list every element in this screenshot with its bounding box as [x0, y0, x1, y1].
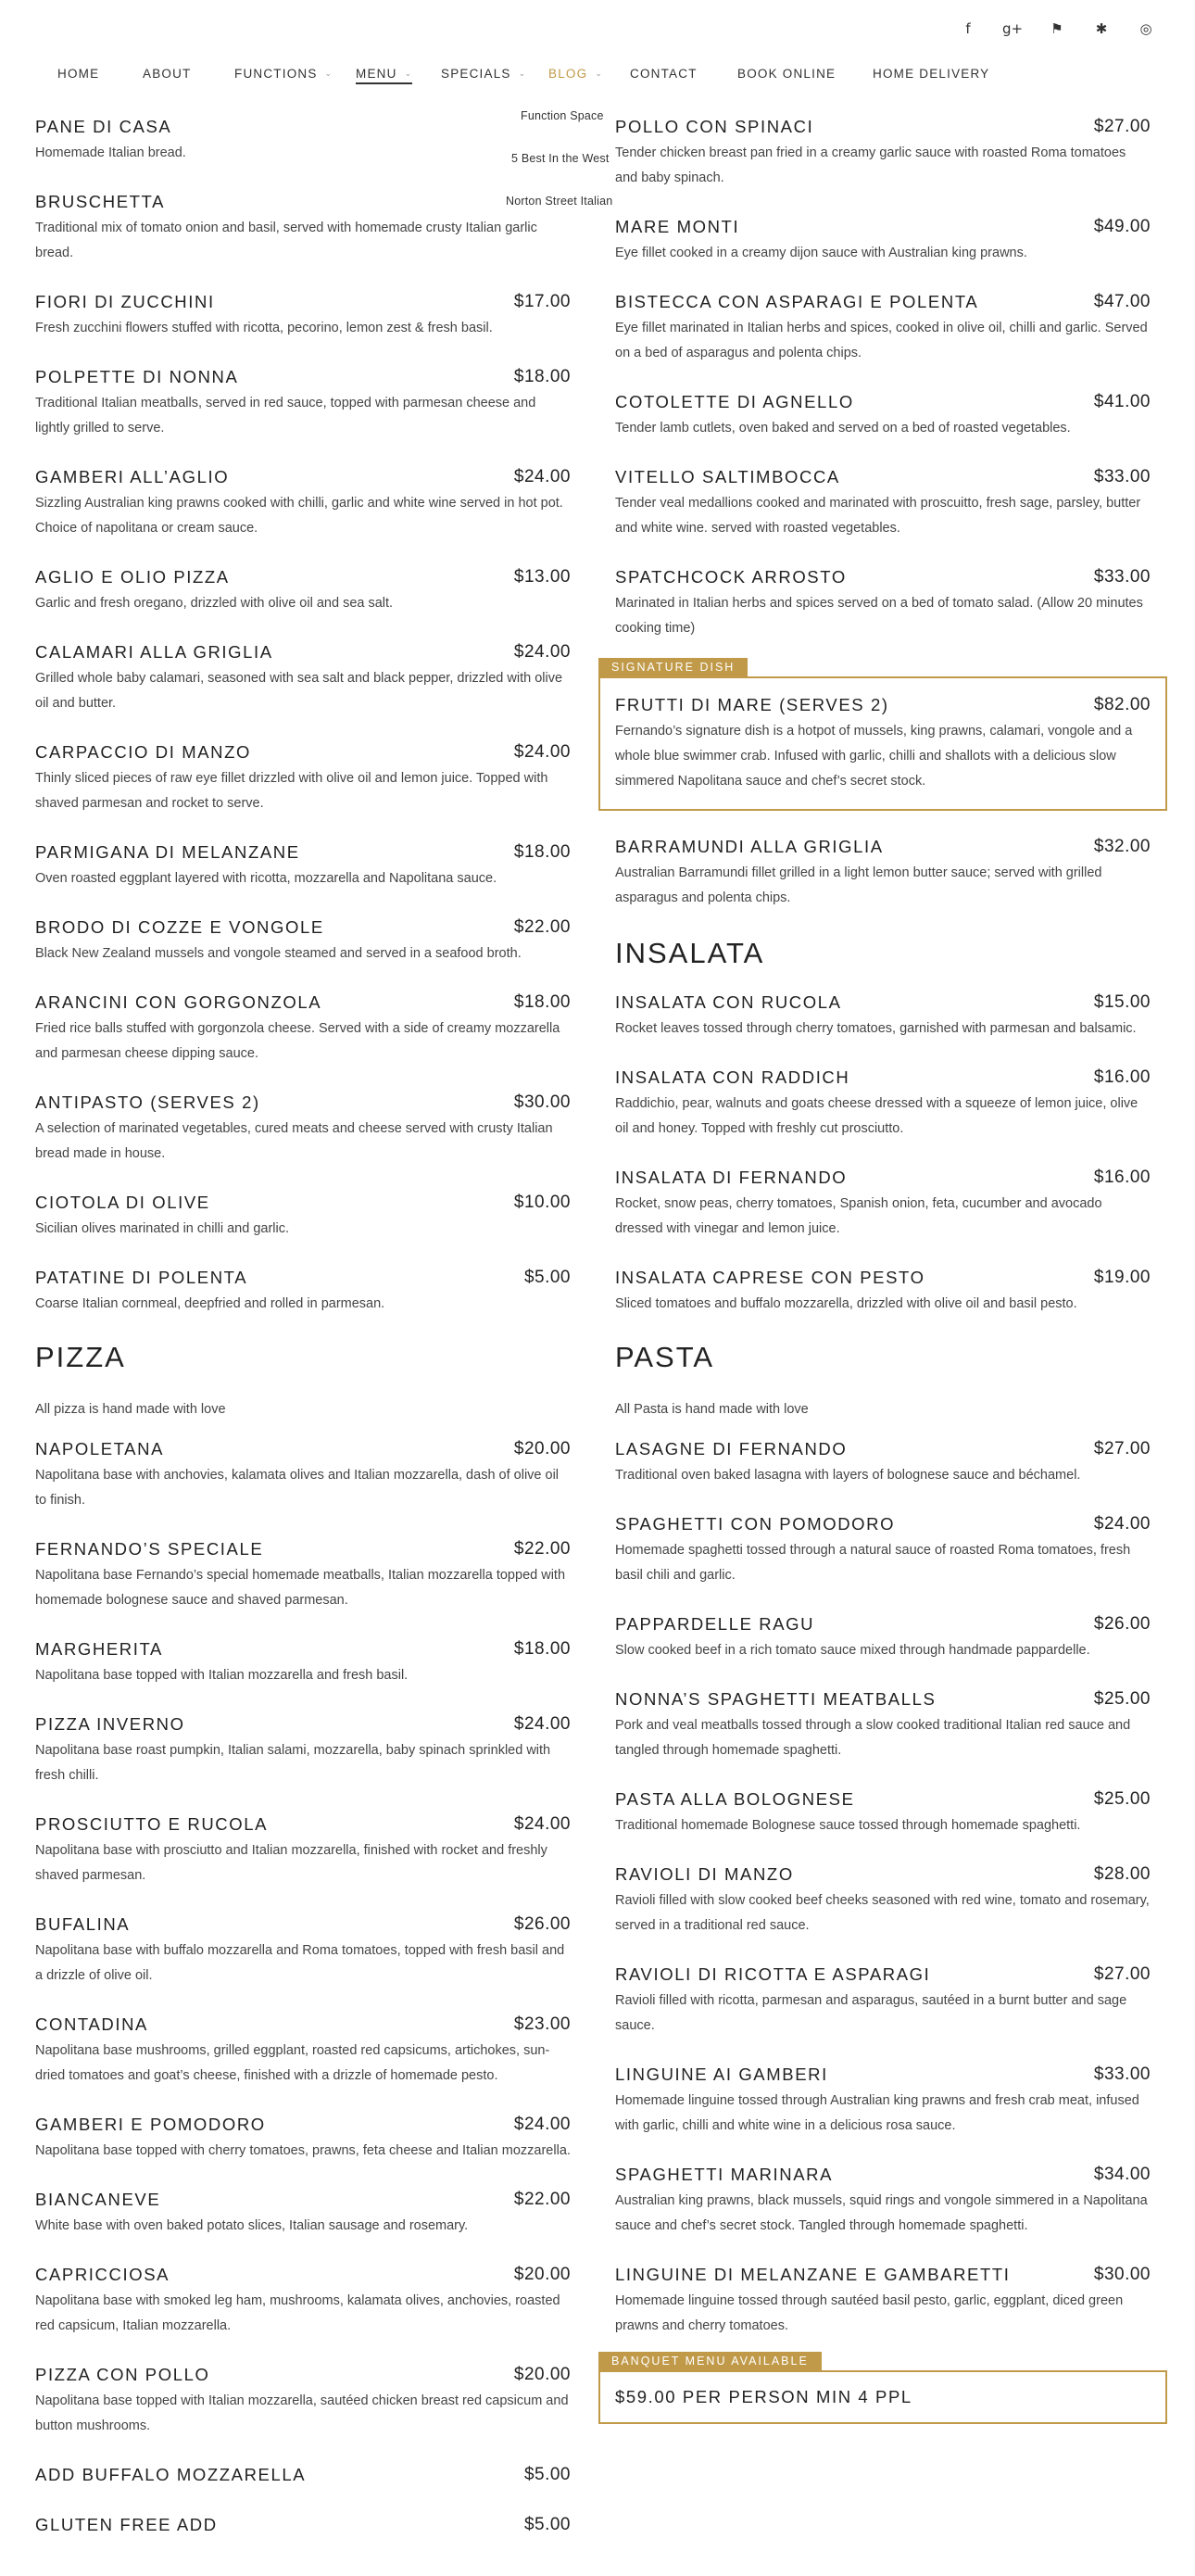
- dish-price: $20.00: [513, 2365, 571, 2384]
- menu-item: [615, 1437, 1151, 1488]
- menu-item: [615, 465, 1151, 541]
- nav-label: BLOG: [548, 67, 588, 81]
- menu-item: [615, 565, 1151, 641]
- dish-name: PASTA ALLA BOLOGNESE: [615, 1789, 855, 1809]
- dish-price: $13.00: [513, 567, 571, 587]
- dish-price: $18.00: [513, 992, 571, 1012]
- nav-functions[interactable]: [234, 67, 333, 81]
- menu-item: [35, 465, 571, 541]
- chevron-down-icon: ⌄: [518, 69, 527, 79]
- menu-item: [35, 2263, 571, 2339]
- dish-description: Marinated in Italian herbs and spices served on a bed of tomato salad. (Allow 20 minutes cooking time): [615, 596, 1143, 636]
- menu-item: [35, 1537, 571, 1613]
- dish-price: $33.00: [1093, 2065, 1151, 2084]
- dish-description: Homemade linguine tossed through sautéed basil pesto, garlic, eggplant, diced green prawns and cherry tomatoes.: [615, 2293, 1124, 2333]
- dish-name: POLPETTE DI NONNA: [35, 367, 239, 386]
- dish-name: CARPACCIO DI MANZO: [35, 742, 251, 762]
- dish-name: AGLIO E OLIO PIZZA: [35, 567, 230, 587]
- menu-item: [615, 1166, 1151, 1242]
- dropdown-item-function-space[interactable]: Function Space: [521, 109, 604, 122]
- dish-name: INSALATA CON RADDICH: [615, 1067, 850, 1087]
- dish-description: Homemade spaghetti tossed through a natural sauce of roasted Roma tomatoes, fresh basil chili and garlic.: [615, 1543, 1131, 1583]
- dish-price: $28.00: [1093, 1864, 1151, 1884]
- menu-item: [35, 1437, 571, 1513]
- dish-name: CALAMARI ALLA GRIGLIA: [35, 642, 273, 662]
- menu-item: [35, 2188, 571, 2239]
- dish-price: $16.00: [1093, 1168, 1151, 1187]
- dish-name: BRUSCHETTA: [35, 192, 166, 211]
- nav-label: FUNCTIONS: [234, 67, 318, 81]
- menu-item: [615, 2063, 1151, 2139]
- dish-description: Ravioli filled with slow cooked beef cheeks seasoned with red wine, tomato and rosemary, served in a traditional red sauce.: [615, 1893, 1150, 1933]
- section-note-pizza: All pizza is hand made with love: [35, 1402, 226, 1417]
- nav-menu[interactable]: [356, 67, 412, 84]
- menu-item: [615, 1066, 1151, 1142]
- dish-description: Tender chicken breast pan fried in a creamy garlic sauce with roasted Roma tomatoes and baby spinach.: [615, 145, 1126, 185]
- dish-price: $82.00: [1093, 695, 1151, 714]
- dish-description: Coarse Italian cornmeal, deepfried and rolled in parmesan.: [35, 1296, 385, 1311]
- dish-name: BRODO DI COZZE E VONGOLE: [35, 917, 324, 937]
- dish-name: LASAGNE DI FERNANDO: [615, 1439, 848, 1458]
- dish-price: $18.00: [513, 367, 571, 386]
- dish-description: Grilled whole baby calamari, seasoned with sea salt and black pepper, drizzled with olive oil and butter.: [35, 671, 563, 711]
- dish-name: PIZZA INVERNO: [35, 1714, 185, 1734]
- menu-item: [35, 2513, 571, 2537]
- dish-name: CIOTOLA DI OLIVE: [35, 1193, 210, 1212]
- menu-item: [35, 1712, 571, 1788]
- dish-price: $26.00: [513, 1914, 571, 1934]
- dish-price: $22.00: [513, 917, 571, 937]
- dish-description: Eye fillet cooked in a creamy dijon sauce with Australian king prawns.: [615, 246, 1027, 260]
- dish-name: SPAGHETTI MARINARA: [615, 2165, 834, 2184]
- dish-name: INSALATA CAPRESE CON PESTO: [615, 1268, 925, 1287]
- menu-item: [35, 1266, 571, 1317]
- dish-description: Tender veal medallions cooked and marinated with proscuitto, fresh sage, parsley, butter and white wine. served with roasted vegetables.: [615, 496, 1141, 536]
- dish-description: White base with oven baked potato slices, Italian sausage and rosemary.: [35, 2218, 469, 2233]
- nav-blog[interactable]: [548, 67, 603, 81]
- dish-name: BISTECCA CON ASPARAGI E POLENTA: [615, 292, 979, 311]
- dish-name: PAPPARDELLE RAGU: [615, 1614, 815, 1634]
- dish-price: $27.00: [1093, 1964, 1151, 1984]
- nav-label: ABOUT: [143, 67, 192, 81]
- dish-description: Oven roasted eggplant layered with ricotta, mozzarella and Napolitana sauce.: [35, 871, 497, 886]
- dish-name: NONNA’S SPAGHETTI MEATBALLS: [615, 1689, 937, 1709]
- dish-name: PROSCIUTTO E RUCOLA: [35, 1814, 269, 1834]
- dish-price: $20.00: [513, 1439, 571, 1458]
- dish-description: Traditional mix of tomato onion and basil, served with homemade crusty Italian garlic bread.: [35, 221, 537, 260]
- dish-description: Sicilian olives marinated in chilli and garlic.: [35, 1221, 290, 1236]
- dish-price: $47.00: [1093, 292, 1151, 311]
- dish-price: $5.00: [523, 2465, 571, 2484]
- facebook-icon[interactable]: f: [965, 20, 971, 37]
- dish-name: BUFALINA: [35, 1914, 131, 1934]
- dish-description: Fresh zucchini flowers stuffed with ricotta, pecorino, lemon zest & fresh basil.: [35, 321, 493, 335]
- menu-item: [35, 2013, 571, 2089]
- dish-price: $20.00: [513, 2265, 571, 2284]
- dish-name: MARE MONTI: [615, 217, 740, 236]
- dish-description: Rocket, snow peas, cherry tomatoes, Spanish onion, feta, cucumber and avocado dressed with vinegar and lemon juice.: [615, 1196, 1102, 1236]
- nav-specials[interactable]: [441, 67, 526, 81]
- dish-description: Napolitana base with buffalo mozzarella and Roma tomatoes, topped with fresh basil and a drizzle of olive oil.: [35, 1943, 565, 1983]
- dropdown-item-5-best-in-the-west[interactable]: 5 Best In the West: [511, 152, 610, 165]
- menu-item: [615, 1612, 1151, 1663]
- dish-name: LINGUINE DI MELANZANE E GAMBARETTI: [615, 2265, 1011, 2284]
- banquet-box: [598, 2370, 1167, 2424]
- nav-label: CONTACT: [630, 67, 698, 81]
- dish-name: SPATCHCOCK ARROSTO: [615, 567, 847, 587]
- dish-price: $16.00: [1093, 1067, 1151, 1087]
- nav-label: HOME DELIVERY: [873, 67, 990, 81]
- menu-item: [35, 190, 571, 266]
- signature-dish-tag: SIGNATURE DISH: [598, 658, 748, 676]
- dish-description: Napolitana base mushrooms, grilled eggplant, roasted red capsicums, artichokes, sun-dried tomatoes and goat’s cheese, finished with a drizzle of homemade pesto.: [35, 2043, 550, 2083]
- dish-price: $33.00: [1093, 567, 1151, 587]
- dish-description: Slow cooked beef in a rich tomato sauce mixed through handmade pappardelle.: [615, 1643, 1090, 1658]
- menu-item: [615, 1266, 1151, 1317]
- nav-contact[interactable]: [630, 67, 698, 81]
- dish-price: $23.00: [513, 2014, 571, 2034]
- dish-price: $24.00: [513, 1714, 571, 1734]
- dish-description: Napolitana base Fernando’s special homemade meatballs, Italian mozzarella topped with homemade bolognese sauce and shaved parmesan.: [35, 1568, 566, 1608]
- menu-item: [35, 2463, 571, 2487]
- dish-price: $24.00: [513, 742, 571, 762]
- menu-item: [35, 290, 571, 341]
- menu-item: [615, 1512, 1151, 1588]
- signature-dish-block: [598, 658, 1167, 811]
- menu-item: [35, 2113, 571, 2164]
- dish-name: PANE DI CASA: [35, 117, 172, 136]
- menu-item: [615, 390, 1151, 441]
- menu-item: [35, 991, 571, 1067]
- dish-description: Sliced tomatoes and buffalo mozzarella, drizzled with olive oil and basil pesto.: [615, 1296, 1077, 1311]
- banquet-price-text: $59.00 PER PERSON MIN 4 PPL: [615, 2387, 912, 2406]
- yelp-icon[interactable]: ✱: [1095, 20, 1108, 37]
- dish-name: INSALATA DI FERNANDO: [615, 1168, 848, 1187]
- menu-item: [615, 215, 1151, 266]
- menu-right-column: [611, 115, 1151, 2424]
- menu-item: [615, 115, 1151, 191]
- dish-description: Tender lamb cutlets, oven baked and served on a bed of roasted vegetables.: [615, 421, 1071, 436]
- dish-name: FRUTTI DI MARE (SERVES 2): [615, 695, 889, 714]
- dish-name: RAVIOLI DI RICOTTA E ASPARAGI: [615, 1964, 931, 1984]
- dish-price: $24.00: [513, 467, 571, 486]
- section-title-pizza: PIZZA: [35, 1341, 126, 1373]
- dish-description: Homemade linguine tossed through Australian king prawns and fresh crab meat, infused with garlic, chilli and white wine in a delicious rosa sauce.: [615, 2093, 1139, 2133]
- dish-name: ADD BUFFALO MOZZARELLA: [35, 2465, 307, 2484]
- dish-description: Australian Barramundi fillet grilled in a light lemon butter sauce; served with grilled asparagus and polenta chips.: [615, 865, 1102, 905]
- social-links: [956, 17, 1158, 41]
- nav-label: MENU: [356, 67, 397, 81]
- dish-price: $24.00: [513, 2115, 571, 2134]
- menu-item: [35, 565, 571, 616]
- dish-name: PIZZA CON POLLO: [35, 2365, 210, 2384]
- dish-price: $10.00: [513, 1193, 571, 1212]
- dish-price: $18.00: [513, 842, 571, 862]
- dish-description: Fernando’s signature dish is a hotpot of mussels, king prawns, calamari, vongole and a whole blue swimmer crab. Infused with garlic, chilli and shallots with a delicious slow simmered Napolitana sauce and chef’s secret stock.: [615, 724, 1133, 789]
- dish-name: CAPRICCIOSA: [35, 2265, 170, 2284]
- signature-dish-box: [598, 676, 1167, 811]
- dish-name: BIANCANEVE: [35, 2190, 161, 2209]
- dish-name: ANTIPASTO (SERVES 2): [35, 1092, 260, 1112]
- dish-description: Napolitana base roast pumpkin, Italian salami, mozzarella, baby spinach sprinkled with fresh chilli.: [35, 1743, 551, 1783]
- dish-price: $30.00: [1093, 2265, 1151, 2284]
- dish-description: Napolitana base topped with Italian mozzarella and fresh basil.: [35, 1668, 409, 1683]
- dish-description: Australian king prawns, black mussels, squid rings and vongole simmered in a Napolitana sauce and chef’s secret stock. Tangled through homemade spaghetti.: [615, 2193, 1148, 2233]
- dish-description: Rocket leaves tossed through cherry tomatoes, garnished with parmesan and balsamic.: [615, 1021, 1137, 1036]
- dish-price: $24.00: [513, 1814, 571, 1834]
- dish-name: FERNANDO’S SPECIALE: [35, 1539, 264, 1559]
- dish-name: MARGHERITA: [35, 1639, 163, 1659]
- menu-item: [615, 1863, 1151, 1938]
- dish-price: $25.00: [1093, 1789, 1151, 1809]
- dish-name: LINGUINE AI GAMBERI: [615, 2065, 828, 2084]
- dish-description: Napolitana base with prosciutto and Italian mozzarella, finished with rocket and freshly shaved parmesan.: [35, 1843, 547, 1883]
- dish-description: Eye fillet marinated in Italian herbs and spices, cooked in olive oil, chilli and garlic. Served on a bed of asparagus and polenta chips.: [615, 321, 1148, 360]
- dish-description: Traditional oven baked lasagna with layers of bolognese sauce and béchamel.: [615, 1468, 1081, 1483]
- nav-label: HOME: [57, 67, 100, 81]
- section-title-insalata: INSALATA: [615, 937, 765, 969]
- banquet-block: [598, 2352, 1167, 2424]
- nav-home[interactable]: [57, 67, 99, 81]
- nav-home-delivery[interactable]: [873, 67, 989, 81]
- dish-price: $5.00: [523, 1268, 571, 1287]
- menu-item: [35, 1913, 571, 1989]
- dish-name: NAPOLETANA: [35, 1439, 165, 1458]
- menu-item: [35, 1091, 571, 1167]
- menu-item: [615, 835, 1151, 911]
- dish-description: Sizzling Australian king prawns cooked with chilli, garlic and white wine served in hot pot. Choice of napolitana or cream sauce.: [35, 496, 563, 536]
- chevron-down-icon: ⌄: [595, 69, 604, 79]
- dish-description: Black New Zealand mussels and vongole steamed and served in a seafood broth.: [35, 946, 522, 961]
- dish-price: $24.00: [513, 642, 571, 662]
- dish-price: $41.00: [1093, 392, 1151, 411]
- menu-item: [35, 840, 571, 891]
- dish-description: Napolitana base topped with Italian mozzarella, sautéed chicken breast red capsicum and button mushrooms.: [35, 2393, 569, 2433]
- dish-description: Raddichio, pear, walnuts and goats cheese dressed with a squeeze of lemon juice, olive oil and honey. Topped with freshly cut prosciutto.: [615, 1096, 1138, 1136]
- dish-name: CONTADINA: [35, 2014, 148, 2034]
- tripadvisor-icon[interactable]: ◎: [1139, 20, 1152, 37]
- menu-item: [615, 1787, 1151, 1838]
- dish-description: Ravioli filled with ricotta, parmesan and asparagus, sautéed in a burnt butter and sage sauce.: [615, 1993, 1127, 2033]
- dish-price: $19.00: [1093, 1268, 1151, 1287]
- menu-item: [615, 1963, 1151, 2039]
- menu-item: [35, 1191, 571, 1242]
- dish-name: BARRAMUNDI ALLA GRIGLIA: [615, 837, 884, 856]
- dish-price: $49.00: [1093, 217, 1151, 236]
- nav-label: BOOK ONLINE: [737, 67, 836, 81]
- dish-price: $30.00: [513, 1092, 571, 1112]
- chevron-down-icon: ⌄: [324, 69, 333, 79]
- nav-label: SPECIALS: [441, 67, 511, 81]
- nav-book-online[interactable]: [737, 67, 836, 81]
- dish-price: $5.00: [523, 2515, 571, 2534]
- dish-price: $33.00: [1093, 467, 1151, 486]
- dish-description: Napolitana base with anchovies, kalamata olives and Italian mozzarella, dash of olive oil to finish.: [35, 1468, 560, 1508]
- dish-name: POLLO CON SPINACI: [615, 117, 814, 136]
- dish-price: $18.00: [513, 1639, 571, 1659]
- dish-name: GAMBERI E POMODORO: [35, 2115, 266, 2134]
- menu-item: [35, 915, 571, 966]
- dish-price: $22.00: [513, 1539, 571, 1559]
- dish-description: Traditional homemade Bolognese sauce tossed through homemade spaghetti.: [615, 1818, 1081, 1833]
- menu-item: [35, 1637, 571, 1688]
- dish-price: $26.00: [1093, 1614, 1151, 1634]
- chevron-down-icon: ⌄: [404, 69, 413, 79]
- menu-item: [615, 290, 1151, 366]
- menu-item: [35, 365, 571, 441]
- section-note-pasta: All Pasta is hand made with love: [615, 1402, 809, 1417]
- dish-name: SPAGHETTI CON POMODORO: [615, 1514, 896, 1534]
- menu-item: [35, 740, 571, 816]
- dish-name: VITELLO SALTIMBOCCA: [615, 467, 840, 486]
- main-nav: [0, 67, 1195, 89]
- dish-name: PARMIGANA DI MELANZANE: [35, 842, 300, 862]
- dish-description: Homemade Italian bread.: [35, 145, 186, 160]
- dish-name: RAVIOLI DI MANZO: [615, 1864, 794, 1884]
- dish-name: PATATINE DI POLENTA: [35, 1268, 248, 1287]
- dish-description: Traditional Italian meatballs, served in red sauce, topped with parmesan cheese and lightly grilled to serve.: [35, 396, 536, 436]
- dish-name: INSALATA CON RUCOLA: [615, 992, 842, 1012]
- dish-price: $27.00: [1093, 117, 1151, 136]
- dish-name: GAMBERI ALL’AGLIO: [35, 467, 230, 486]
- dropdown-item-norton-street-italian[interactable]: Norton Street Italian: [506, 195, 613, 208]
- menu-item: [35, 1812, 571, 1888]
- dish-price: $17.00: [513, 292, 571, 311]
- menu-item: [615, 2163, 1151, 2239]
- dish-description: Thinly sliced pieces of raw eye fillet drizzled with olive oil and lemon juice. Topped with shaved parmesan and rocket to serve.: [35, 771, 548, 811]
- menu-item: [615, 991, 1151, 1042]
- dish-description: Garlic and fresh oregano, drizzled with olive oil and sea salt.: [35, 596, 394, 611]
- dish-price: $34.00: [1093, 2165, 1151, 2184]
- dish-price: $22.00: [513, 2190, 571, 2209]
- dish-name: ARANCINI CON GORGONZOLA: [35, 992, 322, 1012]
- nav-about[interactable]: [143, 67, 192, 81]
- dish-description: Fried rice balls stuffed with gorgonzola cheese. Served with a side of creamy mozzarella and parmesan cheese dipping sauce.: [35, 1021, 560, 1061]
- menu-item: [35, 640, 571, 716]
- section-title-pasta: PASTA: [615, 1341, 715, 1373]
- menu-item: [35, 2363, 571, 2439]
- dish-price: $25.00: [1093, 1689, 1151, 1709]
- banquet-tag: BANQUET MENU AVAILABLE: [598, 2352, 822, 2370]
- dish-price: $32.00: [1093, 837, 1151, 856]
- google-plus-icon[interactable]: g+: [1001, 20, 1024, 37]
- foursquare-icon[interactable]: ⚑: [1050, 20, 1063, 37]
- dish-name: GLUTEN FREE ADD: [35, 2515, 218, 2534]
- dish-name: FIORI DI ZUCCHINI: [35, 292, 215, 311]
- dish-price: $27.00: [1093, 1439, 1151, 1458]
- menu-item: [615, 693, 1151, 794]
- menu-item: [615, 1687, 1151, 1763]
- menu-item: [615, 2263, 1151, 2339]
- dish-name: COTOLETTE DI AGNELLO: [615, 392, 854, 411]
- dish-price: $15.00: [1093, 992, 1151, 1012]
- dish-description: Napolitana base topped with cherry tomatoes, prawns, feta cheese and Italian mozzarella.: [35, 2143, 571, 2158]
- dish-description: Pork and veal meatballs tossed through a slow cooked traditional Italian red sauce and tangled through homemade spaghetti.: [615, 1718, 1131, 1758]
- menu-item: [35, 115, 571, 166]
- menu-left-column: [35, 115, 571, 2563]
- dish-description: A selection of marinated vegetables, cured meats and cheese served with crusty Italian bread made in house.: [35, 1121, 553, 1161]
- dish-price: $24.00: [1093, 1514, 1151, 1534]
- dish-description: Napolitana base with smoked leg ham, mushrooms, kalamata olives, anchovies, roasted red capsicum, Italian mozzarella.: [35, 2293, 560, 2333]
